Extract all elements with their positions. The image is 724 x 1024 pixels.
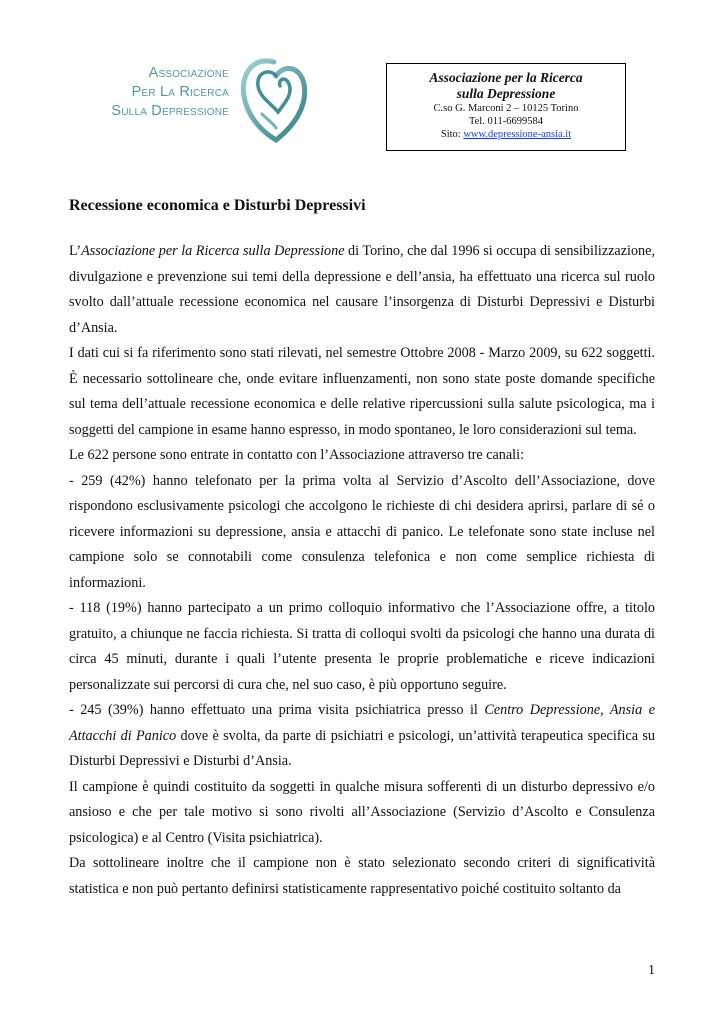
contact-name-line-2: sulla Depressione bbox=[456, 86, 556, 101]
paragraph-6-start: - 245 (39%) hanno effettuato una prima visita psichiatrica presso il bbox=[69, 702, 485, 718]
paragraph-5: - 118 (19%) hanno partecipato a un primo colloquio informativo che l’Associazione offre, a titolo gratuito, a chiunque ne faccia richiesta. Si tratta di colloqui svolti da psicologi che hanno una durata di circa 45 minuti, durante i quali l’utente presenta le proprie problematiche e riceve indicazioni personalizzate sui percorsi di cura che, nel suo caso, è più opportuno seguire. bbox=[69, 600, 655, 693]
paragraph-8: Da sottolineare inoltre che il campione non è stato selezionato secondo criteri di significatività statistica e non può pertanto definirsi statisticamente rappresentativo poiché costituito soltanto da bbox=[69, 855, 655, 897]
contact-phone: Tel. 011-6699584 bbox=[468, 116, 544, 127]
contact-address: C.so G. Marconi 2 – 10125 Torino bbox=[433, 103, 579, 114]
page-number: 1 bbox=[648, 963, 655, 978]
document-body bbox=[69, 239, 655, 902]
paragraph-7: Il campione è quindi costituito da soggetti in qualche misura sofferenti di un disturbo depressivo e/o ansioso e che per tale motivo si sono rivolti all’Associazione (Servizio d’Ascolto e Consulenza psicologica) e al Centro (Visita psichiatrica). bbox=[69, 778, 655, 846]
paragraph-1-start: L’ bbox=[69, 243, 82, 259]
logo-wordmark bbox=[97, 64, 229, 121]
website-link[interactable]: www.depressione-ansia.it bbox=[463, 129, 572, 140]
logo-line-1: Associazione bbox=[148, 65, 229, 81]
paragraph-6-rest: dove è svolta, da parte di psichiatri e psicologi, un’attività terapeutica specifica su Disturbi Depressivi e Disturbi d’Ansia. bbox=[69, 727, 655, 769]
paragraph-1-rest: di Torino, che dal 1996 si occupa di sensibilizzazione, divulgazione e prevenzione sui temi della depressione e dell’ansia, ha effettuato una ricerca sul ruolo svolto dall’attuale recessione economica nel causare l’insorgenza di Disturbi Depressivi e Disturbi d’Ansia. bbox=[69, 243, 655, 336]
paragraph-6 bbox=[69, 698, 655, 775]
association-name: Associazione per la Ricerca sulla Depressione bbox=[81, 243, 345, 259]
contact-name-line-1: Associazione per la Ricerca bbox=[429, 70, 583, 85]
paragraph-3: Le 622 persone sono entrate in contatto con l’Associazione attraverso tre canali: bbox=[69, 447, 525, 463]
logo-line-3: Sulla Depressione bbox=[111, 103, 229, 119]
paragraph-1 bbox=[69, 239, 655, 341]
document-title: Recessione economica e Disturbi Depressivi bbox=[69, 197, 366, 214]
paragraph-4: - 259 (42%) hanno telefonato per la prima volta al Servizio d’Ascolto dell’Associazione, dove rispondono esclusivamente psicologi che accolgono le richieste di chi desidera aprirsi, parlare di sé o ricevere informazioni su depressione, ansia e attacchi di panico. Le telefonate sono state incluse nel campione solo se connotabili come consulenza telefonica e non come semplice richiesta di informazioni. bbox=[69, 472, 655, 591]
centre-name: Centro Depressione, Ansia e Attacchi di Panico bbox=[69, 702, 655, 744]
paragraph-2: I dati cui si fa riferimento sono stati rilevati, nel semestre Ottobre 2008 - Marzo 2009, su 622 soggetti. È necessario sottolineare che, onde evitare influenzamenti, non sono state poste domande specifiche sul tema dell’attuale recessione economica e delle relative ripercussioni sulla salute psicologica, ma i soggetti del campione in esame hanno espresso, in modo spontaneo, le loro considerazioni sul tema. bbox=[69, 345, 655, 438]
contact-box bbox=[386, 63, 626, 151]
contact-site bbox=[387, 128, 625, 141]
logo-line-2: Per La Ricerca bbox=[131, 84, 229, 100]
heart-swirl-icon bbox=[236, 54, 312, 144]
contact-site-label: Sito: bbox=[440, 129, 464, 140]
